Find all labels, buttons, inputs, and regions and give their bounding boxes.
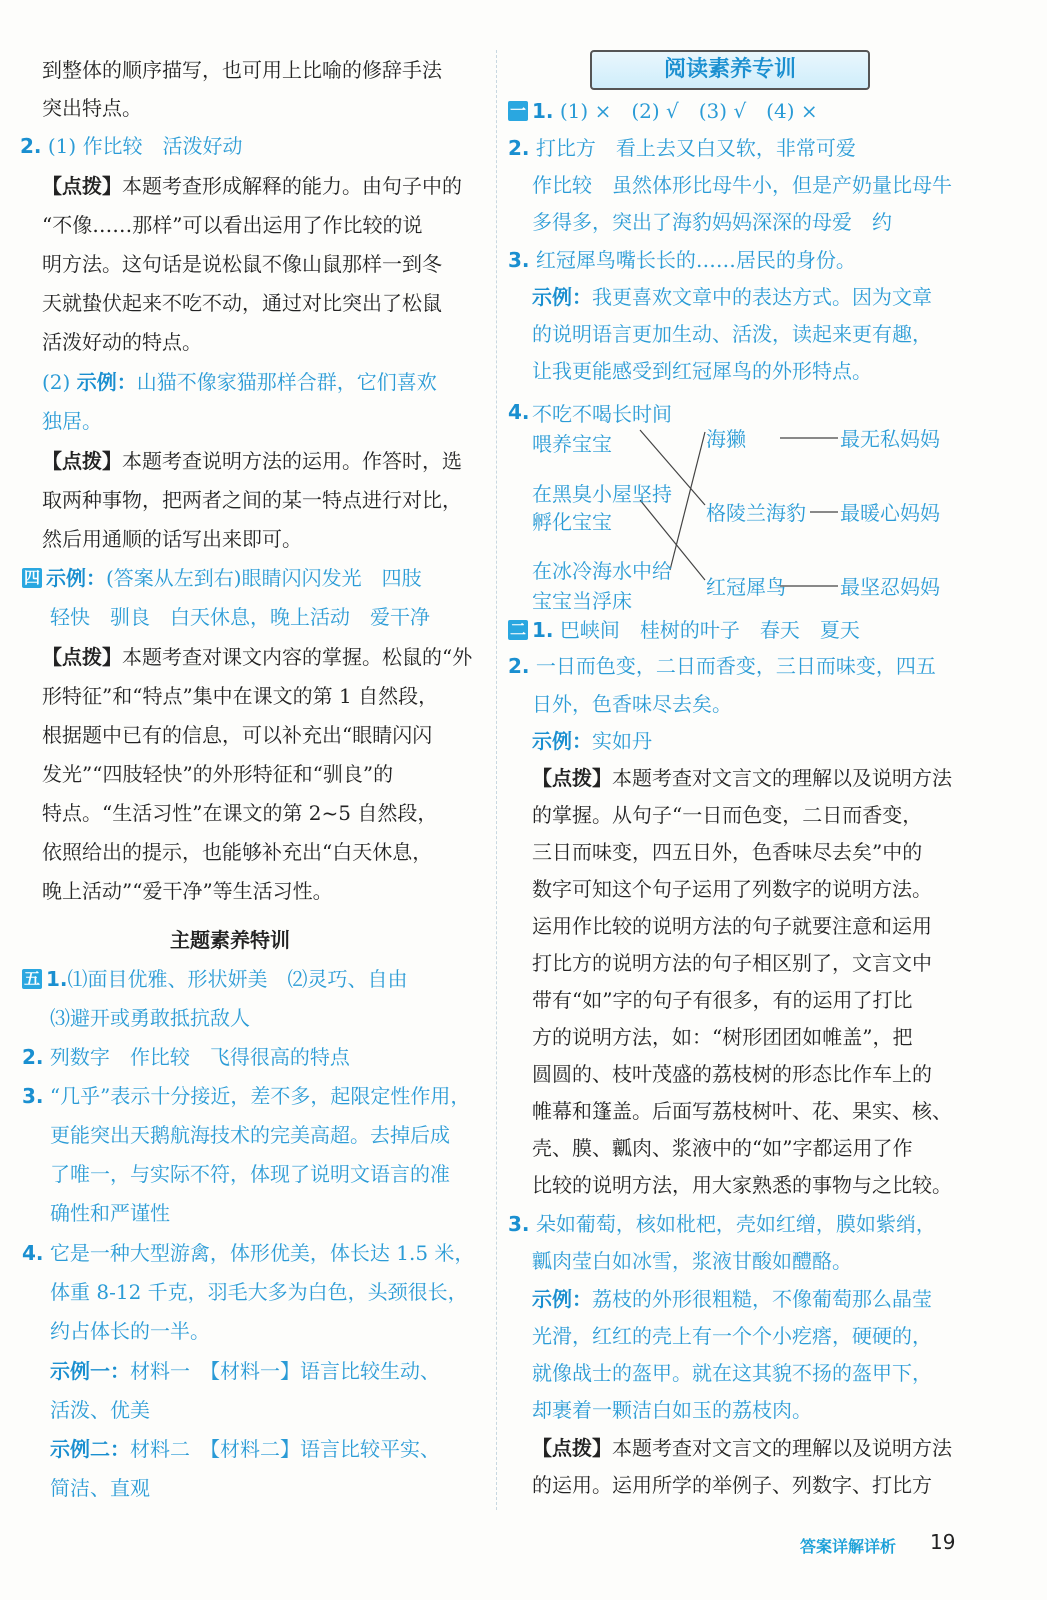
answer-text: 红冠犀鸟嘴长长的……居民的身份。 [535,248,856,272]
column-divider [496,50,497,1510]
text-line: 到整体的顺序描写，也可用上比喻的修辞手法 [42,58,442,82]
tip-line [532,764,952,792]
text-line: 形特征”和“特点”集中在课文的第 1 自然段， [42,684,439,708]
text-line: 带有“如”字的句子有很多，有的运用了打比 [532,988,913,1012]
example-label: 示例二： [50,1437,130,1461]
match-left-item: 喂养宝宝 [532,432,612,456]
tip-text: 本题考查对文言文的理解以及说明方法 [612,766,952,790]
match-center-item: 红冠犀鸟 [706,575,786,599]
tip-label: 【点拨】 [42,449,122,473]
example-label: 示例一： [50,1359,130,1383]
answer-text: 我更喜欢文章中的表达方式。因为文章 [592,285,932,309]
match-center-item: 格陵兰海豹 [706,501,806,525]
text-line: 晚上活动”“爱干净”等生活习性。 [42,879,333,903]
tip-text: 本题考查对文言文的理解以及说明方法 [612,1436,952,1460]
part-number: (2) [42,370,71,394]
text-line: 方的说明方法，如：“树形团团如帷盖”，把 [532,1025,913,1049]
match-left-item: 孵化宝宝 [532,510,612,534]
reading-2-q3 [508,1210,936,1238]
answer-text: 巴峡间 桂树的叶子 春天 夏天 [559,618,860,642]
answer-text: ⑴面目优雅、形状妍美 ⑵灵巧、自由 [67,967,408,991]
text-line: 的运用。运用所学的举例子、列数字、打比方 [532,1473,932,1497]
match-center-item: 海獭 [706,427,746,451]
example-1 [50,1357,440,1385]
question-number: 3. [508,248,530,272]
text-line: 运用作比较的说明方法的句子就要注意和运用 [532,914,932,938]
answer-text: “几乎”表示十分接近，差不多，起限定性作用， [49,1084,471,1108]
text-line: 依照给出的提示，也能够补充出“白天休息， [42,840,433,864]
section-4 [22,564,422,592]
answer-text: (1) 作比较 活泼好动 [47,134,243,158]
answer-text: 一日而色变，二日而香变，三日而味变，四五 [535,654,936,678]
answer-text: (答案从左到右)眼睛闪闪发光 四肢 [106,566,422,590]
answer-text: 它是一种大型游禽，体形优美，体长达 1.5 米， [49,1241,475,1265]
section-badge: 四 [23,568,40,587]
tip-label: 【点拨】 [42,645,122,669]
tip-text: 本题考查对课文内容的掌握。松鼠的“外 [122,645,473,669]
answer-text: ⑶避开或勇敢抵抗敌人 [50,1006,250,1030]
question-number: 4. [508,400,530,424]
example-line [532,283,932,311]
text-line: 发光”“四肢轻快”的外形特征和“驯良”的 [42,762,394,786]
question-2 [20,132,243,160]
question-number: 4. [22,1241,44,1265]
section-banner: 阅读素养专训 [590,50,870,90]
match-left-item: 宝宝当浮床 [532,589,632,613]
answer-text: 让我更能感受到红冠犀鸟的外形特点。 [532,359,872,383]
text-line: 圆圆的、枝叶茂盛的荔枝树的形态比作车上的 [532,1062,932,1086]
answer-text: 荔枝的外形很粗糙，不像葡萄那么晶莹 [592,1287,932,1311]
example-line [532,727,652,755]
match-right-item: 最暖心妈妈 [840,501,940,525]
tip-text: 本题考查形成解释的能力。由句子中的 [122,174,462,198]
text-line: 取两种事物，把两者之间的某一特点进行对比， [42,488,462,512]
match-left-item: 在冰冷海水中给 [532,559,672,583]
question-2-part2 [42,368,437,396]
tip-label: 【点拨】 [532,766,612,790]
answer-text: 活泼、优美 [50,1398,150,1422]
answer-text: 多得多，突出了海豹妈妈深深的母爱 约 [532,210,892,234]
question-number: 1. [46,967,68,991]
tip-line [42,643,472,671]
answer-text: 朵如葡萄，核如枇杷，壳如红缯，膜如紫绡， [535,1212,936,1236]
question-number: 3. [508,1212,530,1236]
reading-2-q2 [508,652,936,680]
answer-text: 材料一 【材料一】语言比较生动、 [130,1359,440,1383]
question-number: 3. [22,1084,44,1108]
section-5-q4 [22,1239,474,1267]
tip-line [42,447,462,475]
question-number: 1. [532,618,554,642]
text-line: 活泼好动的特点。 [42,330,202,354]
text-line: 数字可知这个句子运用了列数字的说明方法。 [532,877,932,901]
answer-text: 光滑，红红的壳上有一个个小疙瘩，硬硬的， [532,1324,932,1348]
answer-text: 瓤肉莹白如冰雪，浆液甘酸如醴酪。 [532,1249,852,1273]
section-title: 主题素养特训 [170,928,290,952]
match-left-item: 在黑臭小屋坚持 [532,482,672,506]
match-right-item: 最无私妈妈 [840,427,940,451]
answer-text: 简洁、直观 [50,1476,150,1500]
page-number: 19 [930,1530,956,1554]
answer-text: 却裹着一颗洁白如玉的荔枝肉。 [532,1398,812,1422]
answer-text: 轻快 驯良 白天休息，晚上活动 爱干净 [50,605,430,629]
section-5-q2 [22,1043,350,1071]
text-line: “不像……那样”可以看出运用了作比较的说 [42,213,423,237]
section-5-q1 [22,965,408,993]
example-label: 示例： [76,370,137,394]
section-badge: 五 [23,969,40,988]
text-line: 天就蛰伏起来不吃不动，通过对比突出了松鼠 [42,291,442,315]
answer-text: 实如丹 [592,729,652,753]
example-2 [50,1435,440,1463]
match-left-item: 不吃不喝长时间 [532,402,672,426]
match-line [670,432,705,570]
answer-text: 了唯一，与实际不符，体现了说明文语言的准 [50,1162,450,1186]
example-label: 示例： [532,285,592,309]
question-number: 2. [22,1045,44,1069]
text-line: 三日而味变，四五日外，色香味尽去矣”中的 [532,840,923,864]
section-badge: 一 [509,101,526,120]
question-number: 2. [508,136,530,160]
example-label: 示例： [46,566,106,590]
example-label: 示例： [532,1287,592,1311]
answer-text: 打比方 看上去又白又软，非常可爱 [535,136,856,160]
answer-text: 日外，色香味尽去矣。 [532,692,732,716]
text-line: 突出特点。 [42,96,142,120]
reading-q2 [508,134,856,162]
question-number: 1. [532,99,554,123]
answer-text: 的说明语言更加生动、活泼，读起来更有趣， [532,322,932,346]
text-line: 打比方的说明方法的句子相区别了，文言文中 [532,951,932,975]
footer-label: 答案详解详析 [800,1537,897,1556]
text-line: 根据题中已有的信息，可以补充出“眼睛闪闪 [42,723,433,747]
text-line: 的掌握。从句子“一日而色变，二日而香变， [532,803,923,827]
text-line: 然后用通顺的话写出来即可。 [42,527,302,551]
reading-2-q1 [508,616,860,644]
example-label: 示例： [532,729,592,753]
tip-line [42,172,462,200]
tip-text: 本题考查说明方法的运用。作答时，选 [122,449,462,473]
tip-label: 【点拨】 [42,174,122,198]
reading-q1 [508,97,818,125]
answer-text: 独居。 [42,409,102,433]
text-line: 壳、膜、瓤肉、浆液中的“如”字都运用了作 [532,1136,913,1160]
text-line: 帷幕和篷盖。后面写荔枝树叶、花、果实、核、 [532,1099,952,1123]
answer-text: 作比较 虽然体形比母牛小，但是产奶量比母牛 [532,173,952,197]
match-right-item: 最坚忍妈妈 [840,575,940,599]
question-number: 2. [508,654,530,678]
answer-text: 更能突出天鹅航海技术的完美高超。去掉后成 [50,1123,450,1147]
question-number: 2. [20,134,42,158]
answer-text: 材料二 【材料二】语言比较平实、 [130,1437,440,1461]
answer-text: 山猫不像家猫那样合群，它们喜欢 [136,370,437,394]
answer-text: 约占体长的一半。 [50,1319,210,1343]
answer-text: 列数字 作比较 飞得很高的特点 [49,1045,350,1069]
section-badge: 二 [509,620,526,639]
answer-text: 就像战士的盔甲。就在这其貌不扬的盔甲下， [532,1361,932,1385]
text-line: 明方法。这句话是说松鼠不像山鼠那样一到冬 [42,252,442,276]
example-line [532,1285,932,1313]
tip-label: 【点拨】 [532,1436,612,1460]
text-line: 比较的说明方法，用大家熟悉的事物与之比较。 [532,1173,952,1197]
reading-q3 [508,246,856,274]
section-5-q3 [22,1082,470,1110]
tip-line [532,1434,952,1462]
answer-text: (1) × (2) √ (3) √ (4) × [559,99,818,123]
answer-text: 确性和严谨性 [50,1201,170,1225]
text-line: 特点。“生活习性”在课文的第 2~5 自然段， [42,801,438,825]
answer-text: 体重 8-12 千克，羽毛大多为白色，头颈很长， [50,1280,468,1304]
